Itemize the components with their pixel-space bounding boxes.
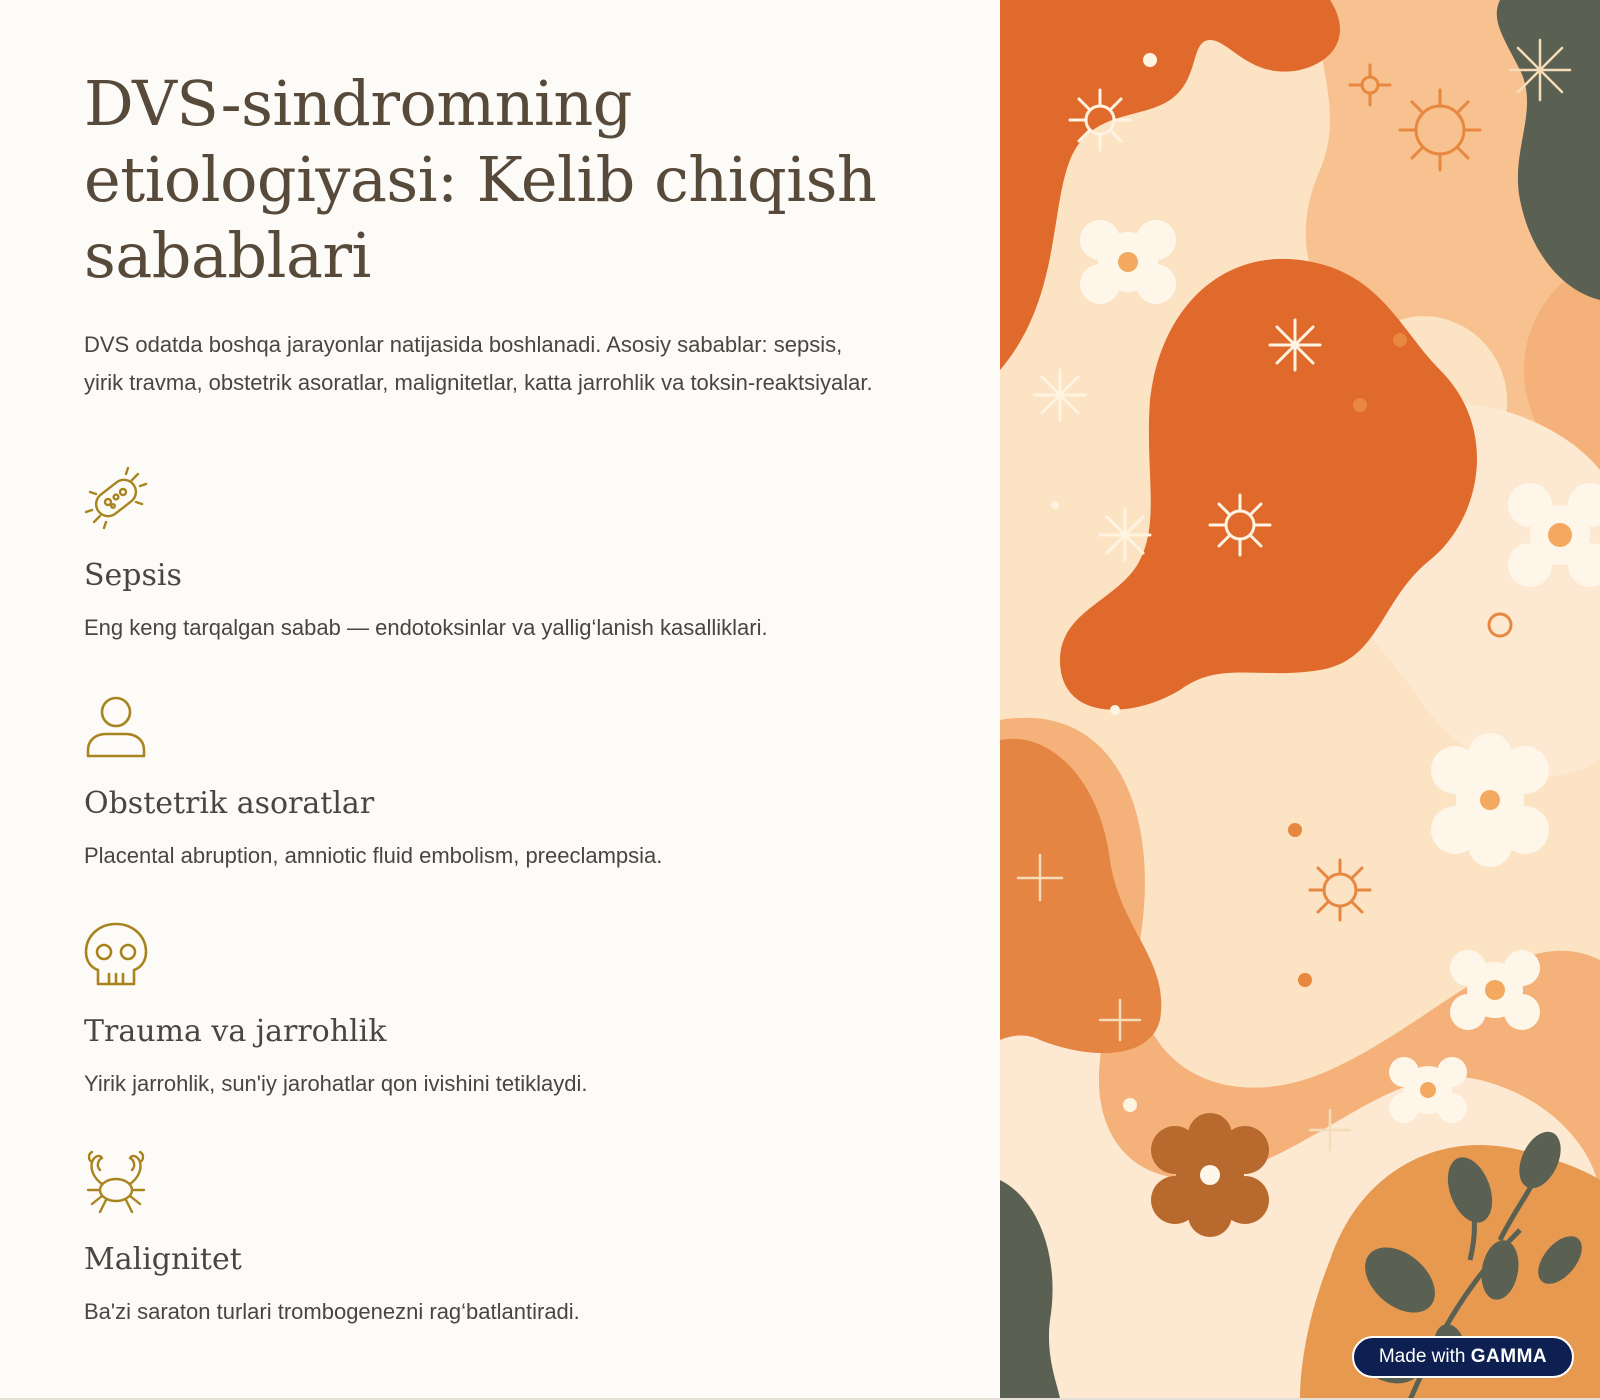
crab-icon [84,1150,148,1214]
page-title: DVS-sindromning etiologiyasi: Kelib chiqish sabablari [84,67,877,292]
intro-text: DVS odatda boshqa jarayonlar natijasida boshlanadi. Asosiy sabablar: sepsis, yirik travma, obstetrik asoratlar, malignitetlar, katta jarrohlik va toksin-reaktsiyalar. [84,332,873,395]
person-icon [84,694,148,758]
decorative-illustration [1000,0,1600,1400]
cause-item-obstetric [84,694,944,868]
cause-item-malignancy [84,1150,944,1324]
item-title-malignancy: Malignitet [84,1242,242,1277]
item-desc-sepsis: Eng keng tarqalgan sabab — endotoksinlar va yallig‘lanish kasalliklari. [84,615,768,640]
item-title-trauma: Trauma va jarrohlik [84,1014,387,1049]
bacteria-icon [84,466,148,530]
item-desc-malignancy: Ba'zi saraton turlari trombogenezni rag‘batlantiradi. [84,1299,580,1324]
item-title-sepsis: Sepsis [84,558,182,593]
badge-prefix: Made with [1378,1346,1466,1367]
item-desc-obstetric: Placental abruption, amniotic fluid embolism, preeclampsia. [84,843,663,868]
item-desc-trauma: Yirik jarrohlik, sun'iy jarohatlar qon ivishini tetiklaydi. [84,1071,588,1096]
cause-item-trauma [84,922,944,1096]
made-with-gamma-badge[interactable] [1352,1336,1574,1378]
skull-icon [84,922,148,986]
cause-item-sepsis [84,466,944,640]
gamma-logo: GAMMA [1470,1346,1548,1367]
item-title-obstetric: Obstetrik asoratlar [84,786,375,821]
